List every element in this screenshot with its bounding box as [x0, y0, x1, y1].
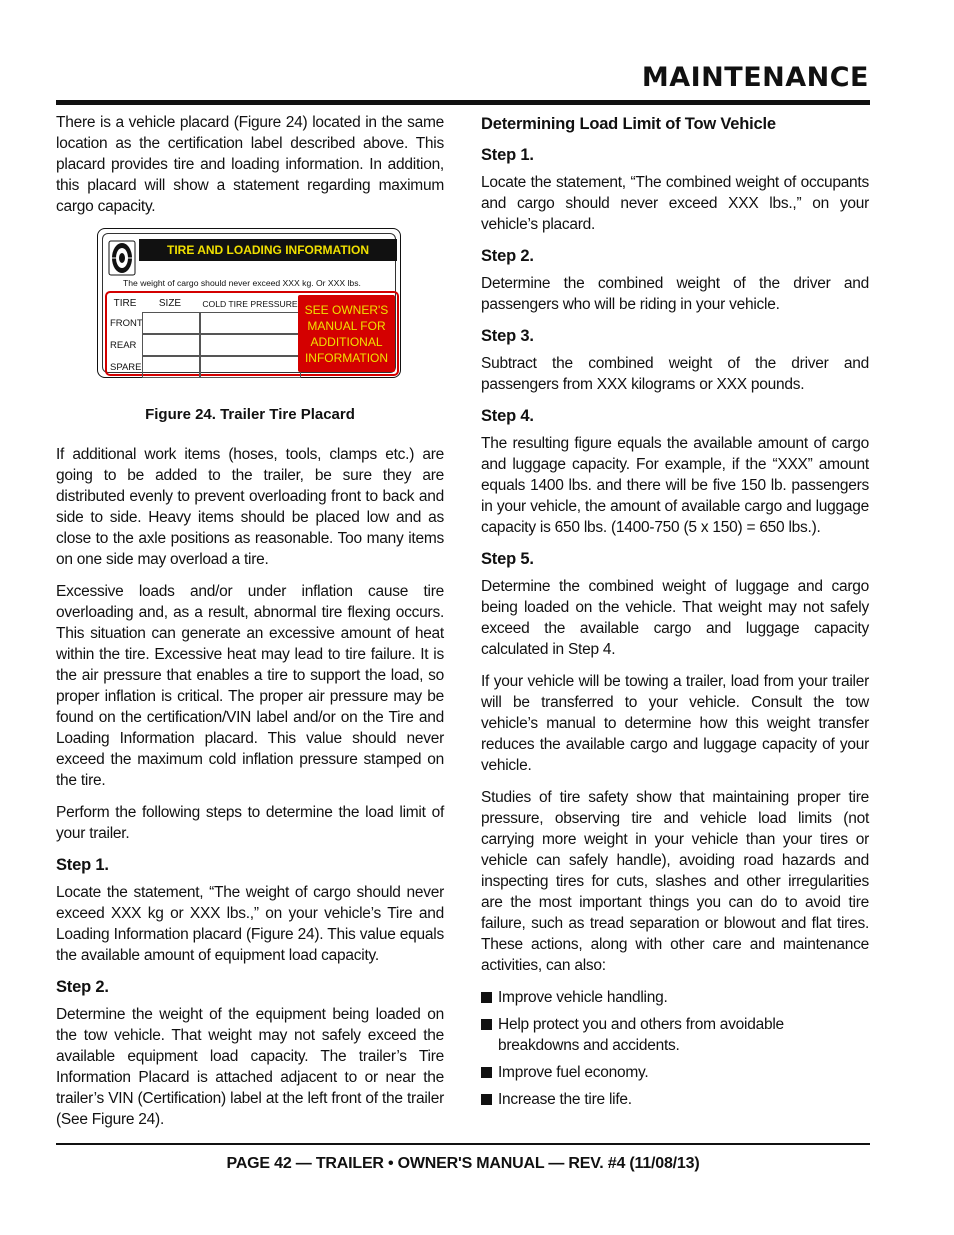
distribution-paragraph: If additional work items (hoses, tools, clamps etc.) are going to be added to the trailer, be sure they are distributed evenly to prevent overloading front to back and side to side. Heavy items should be placed low and as close to the axle positions as reasonable. Too many items on one side may overload a tire.: [56, 446, 444, 568]
list-item: [481, 1014, 869, 1056]
trailer-step1-heading: Step 1.: [56, 856, 109, 874]
list-item-text: Improve vehicle handling.: [498, 989, 668, 1006]
benefits-list: [481, 987, 869, 1110]
trailer-step1-text: Locate the statement, “The weight of cargo should never exceed XXX kg or XXX lbs.,” on your vehicle’s Tire and Loading Information placard (Figure 24). This value equals the available amount of equipment load capacity.: [56, 884, 444, 964]
placard-cell-size: [142, 356, 200, 378]
tow-step2-heading: Step 2.: [481, 247, 534, 265]
tow-step3-heading: Step 3.: [481, 327, 534, 345]
tow-step5-heading: Step 5.: [481, 550, 534, 568]
square-bullet-icon: [481, 1094, 492, 1105]
tow-step3-text: Subtract the combined weight of the driver and passengers from XXX kilograms or XXX pounds.: [481, 355, 869, 393]
tow-vehicle-heading: Determining Load Limit of Tow Vehicle: [481, 115, 776, 133]
page-footer: PAGE 42 — TRAILER • OWNER'S MANUAL — REV. #4 (11/08/13): [226, 1155, 700, 1172]
placard-owners-manual-note: SEE OWNER'S MANUAL FOR ADDITIONAL INFORMATION: [298, 295, 395, 372]
tow-step4-heading: Step 4.: [481, 407, 534, 425]
tow-step5-text: Determine the combined weight of luggage and cargo being loaded on the vehicle. That weight may not safely exceed the available cargo and luggage capacity calculated in Step 4.: [481, 578, 869, 658]
placard-header-row: [109, 295, 301, 312]
placard-table: [105, 291, 399, 376]
list-item-text: Improve fuel economy.: [498, 1064, 649, 1081]
placard-row-label: SPARE: [110, 361, 142, 373]
list-item-text: Increase the tire life.: [498, 1091, 632, 1108]
left-column: [56, 112, 444, 1141]
square-bullet-icon: [481, 1019, 492, 1030]
placard-header-pressure: COLD TIRE PRESSURE: [202, 298, 298, 309]
placard-title: TIRE AND LOADING INFORMATION: [139, 239, 397, 261]
overload-paragraph: Excessive loads and/or under inflation cause tire overloading and, as a result, abnormal tire flexing occurs. This situation can generate an excessive amount of heat within the tire. Excessive heat may lead to tire failure. It is the air pressure that enables a tire to support the load, so proper inflation is critical. The proper air pressure may be found on the certification/VIN label and/or on the Tire and Loading Information placard. This value should never exceed the maximum cold inflation pressure stamped on the tire.: [56, 583, 444, 789]
tow-step2-text: Determine the combined weight of the driver and passengers who will be riding in your vehicle.: [481, 275, 869, 313]
placard-cargo-statement: The weight of cargo should never exceed XXX kg. Or XXX lbs.: [123, 278, 361, 288]
trailer-step2-text: Determine the weight of the equipment being loaded on the tow vehicle. That weight may not safely exceed the available equipment load capacity. The trailer’s Tire Information Placard is attached adjacent to or near the trailer’s VIN (Certification) label at the left front of the trailer (See Figure 24).: [56, 1006, 444, 1128]
tire-safety-paragraph: Studies of tire safety show that maintaining proper tire pressure, observing tire and vehicle load limits (not carrying more weight in your vehicle than your tires or vehicle can safely handle), avoiding road hazards and inspecting tires for cuts, slashes and other irregularities are the most important things you can do to avoid tire failure, such as tread separation or blowout and flat tires. These actions, along with other care and maintenance activities, can also:: [481, 789, 869, 974]
placard-grid: [109, 295, 301, 378]
placard-cell-pressure: [200, 334, 301, 356]
square-bullet-icon: [481, 992, 492, 1003]
placard-cell-size: [142, 312, 200, 334]
right-column: [481, 112, 869, 1116]
tow-step4-text: The resulting figure equals the available amount of cargo and luggage capacity. For example, if the “XXX” amount equals 1400 lbs. and there will be five 150 lb. passengers in your vehicle, the amount of available cargo and luggage capacity is 650 lbs. (1400-750 (5 x 150) = 650 lbs.).: [481, 435, 869, 536]
tow-step1-text: Locate the statement, “The combined weight of occupants and cargo should never exceed XXX lbs.,” on your vehicle’s placard.: [481, 174, 869, 233]
intro-paragraph: There is a vehicle placard (Figure 24) located in the same location as the certification label described above. This placard provides tire and loading information. In addition, this placard will show a statement regarding maximum cargo capacity.: [56, 114, 444, 215]
placard-row-spare: [109, 356, 301, 378]
placard-cell-size: [142, 334, 200, 356]
placard-inner-border: [102, 233, 396, 373]
placard-row-rear: [109, 334, 301, 356]
list-item: [481, 1062, 869, 1083]
placard-row-label: FRONT: [110, 317, 143, 329]
placard-row-label: REAR: [110, 339, 137, 351]
list-item: [481, 987, 869, 1008]
page-title: MAINTENANCE: [641, 62, 869, 93]
tire-placard-figure: [97, 228, 401, 378]
placard-header-tire: TIRE: [113, 298, 137, 309]
towing-paragraph: If your vehicle will be towing a trailer, load from your trailer will be transferred to your vehicle. Consult the tow vehicle’s manual to determine how this weight transfer reduces the available cargo and luggage capacity of your vehicle.: [481, 673, 869, 774]
square-bullet-icon: [481, 1067, 492, 1078]
header-divider: [56, 100, 870, 105]
footer-divider: [56, 1143, 870, 1145]
figure-caption: Figure 24. Trailer Tire Placard: [145, 406, 355, 423]
list-item: [481, 1089, 869, 1110]
placard-row-front: [109, 312, 301, 334]
steps-intro-paragraph: Perform the following steps to determine the load limit of your trailer.: [56, 804, 444, 842]
placard-cell-pressure: [200, 356, 301, 378]
tow-step1-heading: Step 1.: [481, 146, 534, 164]
placard-header-size: SIZE: [158, 298, 182, 309]
trailer-step2-heading: Step 2.: [56, 978, 109, 996]
placard-cell-pressure: [200, 312, 301, 334]
tire-icon: [108, 240, 136, 276]
list-item-text: Help protect you and others from avoidable breakdowns and accidents.: [498, 1016, 784, 1054]
